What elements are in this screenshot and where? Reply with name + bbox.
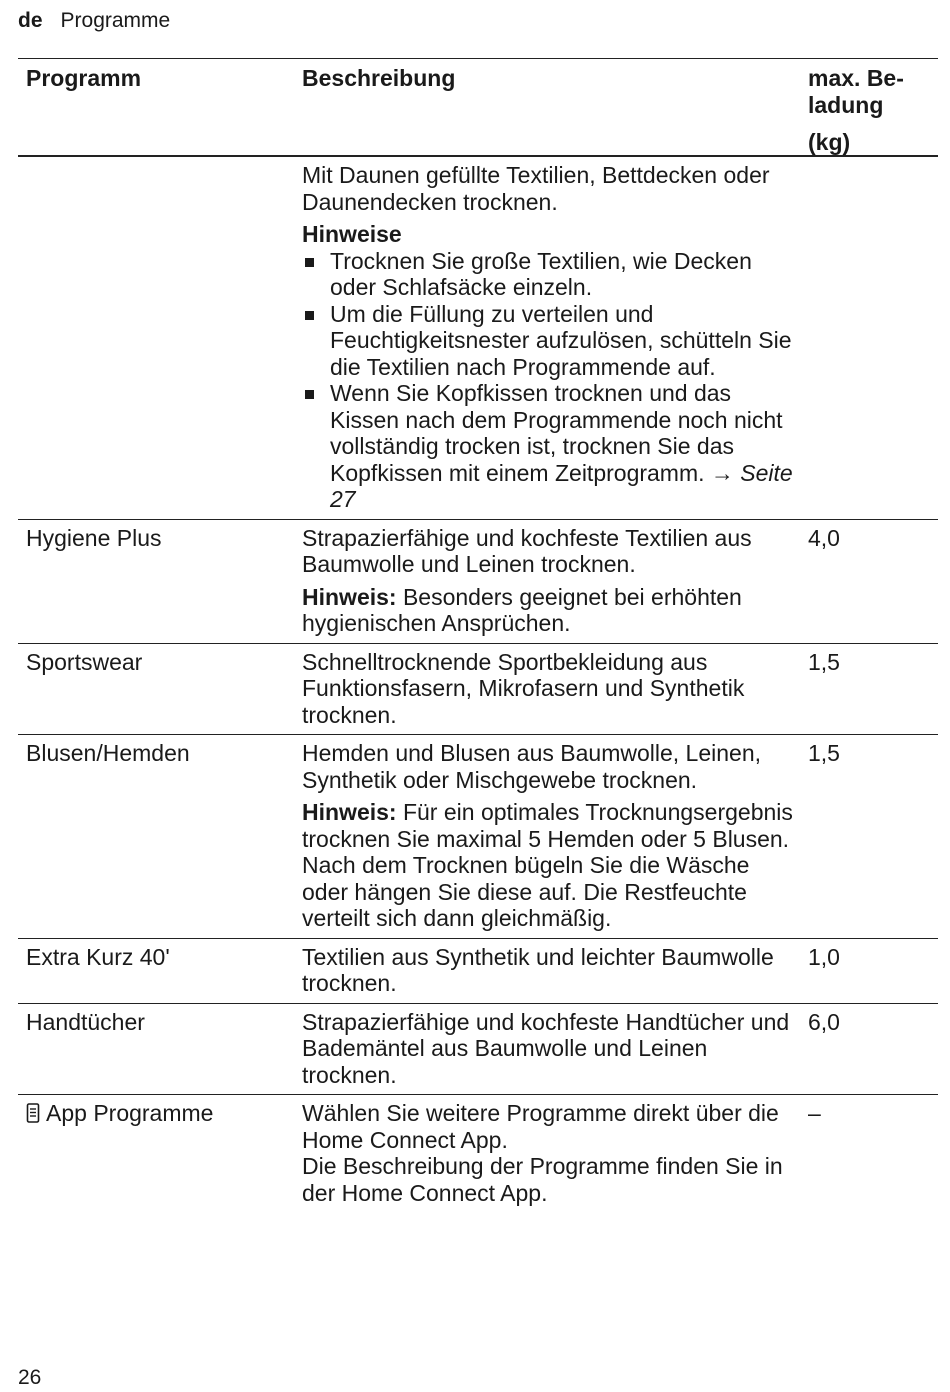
description-text: Schnelltrocknende Sportbekleidung aus Funktionsfasern, Mikrofasern und Synthetik trocknen. — [302, 648, 745, 728]
program-description — [294, 939, 800, 1003]
program-description — [294, 644, 800, 735]
bullet-text: Wenn Sie Kopfkissen trocknen und das Kissen nach dem Programmende noch nicht vollständig trocken ist, trocknen Sie das Kopfkissen mit einem Zeitprogramm. — [330, 380, 783, 486]
program-name: App Programme — [46, 1100, 214, 1126]
description-text: Strapazierfähige und kochfeste Textilien aus Baumwolle und Leinen trocknen. — [302, 524, 752, 577]
program-table — [18, 58, 938, 1212]
max-load: – — [808, 1100, 821, 1126]
col-description-header: Beschreibung — [302, 65, 456, 91]
max-load: 1,0 — [808, 943, 840, 970]
list-item — [302, 380, 800, 513]
notes-list — [302, 248, 800, 513]
program-name: Extra Kurz 40' — [26, 943, 170, 970]
max-load: 1,5 — [808, 740, 840, 766]
list-item: Um die Füllung zu verteilen und Feuchtigkeitsnester aufzulösen, schütteln Sie die Textilien nach Programmende auf. — [302, 301, 800, 381]
table-row — [18, 644, 938, 736]
note-text: Besonders geeignet bei erhöhten hygienischen Ansprüchen. — [302, 583, 742, 636]
app-icon — [26, 1103, 40, 1123]
max-load — [800, 157, 938, 519]
table-row — [18, 735, 938, 939]
page-header — [18, 9, 170, 33]
table-header — [18, 59, 938, 157]
description-text-2: Die Beschreibung der Programme finden Sie in der Home Connect App. — [302, 1153, 783, 1206]
program-description — [294, 1004, 800, 1095]
col-load-label: max. Be- ladung — [808, 65, 904, 118]
table-row — [18, 157, 938, 520]
col-load-header — [800, 59, 938, 155]
program-name: Hygiene Plus — [26, 524, 162, 551]
program-description — [294, 520, 800, 643]
page-reference-link[interactable]: Seite 27 — [330, 459, 793, 512]
note — [302, 584, 800, 637]
program-description — [294, 1095, 800, 1212]
program-name — [18, 157, 294, 519]
max-load: 4,0 — [808, 524, 840, 551]
table-row — [18, 520, 938, 644]
description-text: Strapazierfähige und kochfeste Handtücher und Bademäntel aus Baumwolle und Leinen trocknen. — [302, 1008, 790, 1088]
note — [302, 799, 800, 852]
table-row — [18, 939, 938, 1004]
note-label: Hinweis: — [302, 799, 397, 825]
description-text: Textilien aus Synthetik und leichter Baumwolle trocknen. — [302, 943, 774, 996]
program-description — [294, 735, 800, 938]
table-row — [18, 1004, 938, 1096]
table-row — [18, 1095, 938, 1212]
list-item: Trocknen Sie große Textilien, wie Decken oder Schlafsäcke einzeln. — [302, 248, 800, 301]
max-load: 6,0 — [808, 1008, 840, 1035]
program-name: Blusen/Hemden — [26, 740, 190, 766]
note-label: Hinweis: — [302, 583, 397, 610]
note-text: Für ein optimales Trocknungsergebnis trocknen Sie maximal 5 Hemden oder 5 Blusen. — [302, 799, 793, 852]
description-text: Wählen Sie weitere Programme direkt über die Home Connect App. — [302, 1100, 779, 1153]
page-number: 26 — [18, 1366, 42, 1389]
program-name: Sportswear — [26, 648, 143, 675]
note-text-2: Nach dem Trocknen bügeln Sie die Wäsche oder hängen Sie diese auf. Die Restfeuchte verteilt sich dann gleichmäßig. — [302, 852, 750, 931]
description-text: Hemden und Blusen aus Baumwolle, Leinen, Synthetik oder Mischgewebe trocknen. — [302, 740, 762, 793]
max-load: 1,5 — [808, 648, 840, 675]
program-name-cell — [18, 1095, 294, 1212]
col-program-header: Programm — [26, 65, 142, 91]
arrow-icon: → — [710, 459, 734, 486]
program-description — [294, 157, 800, 519]
notes-title: Hinweise — [302, 221, 402, 247]
program-name: Handtücher — [26, 1008, 145, 1035]
description-text: Mit Daunen gefüllte Textilien, Bettdecken oder Daunendecken trocknen. — [302, 162, 770, 215]
section-title: Programme — [60, 9, 171, 32]
language-code: de — [18, 9, 43, 32]
col-load-unit: (kg) — [808, 129, 851, 155]
